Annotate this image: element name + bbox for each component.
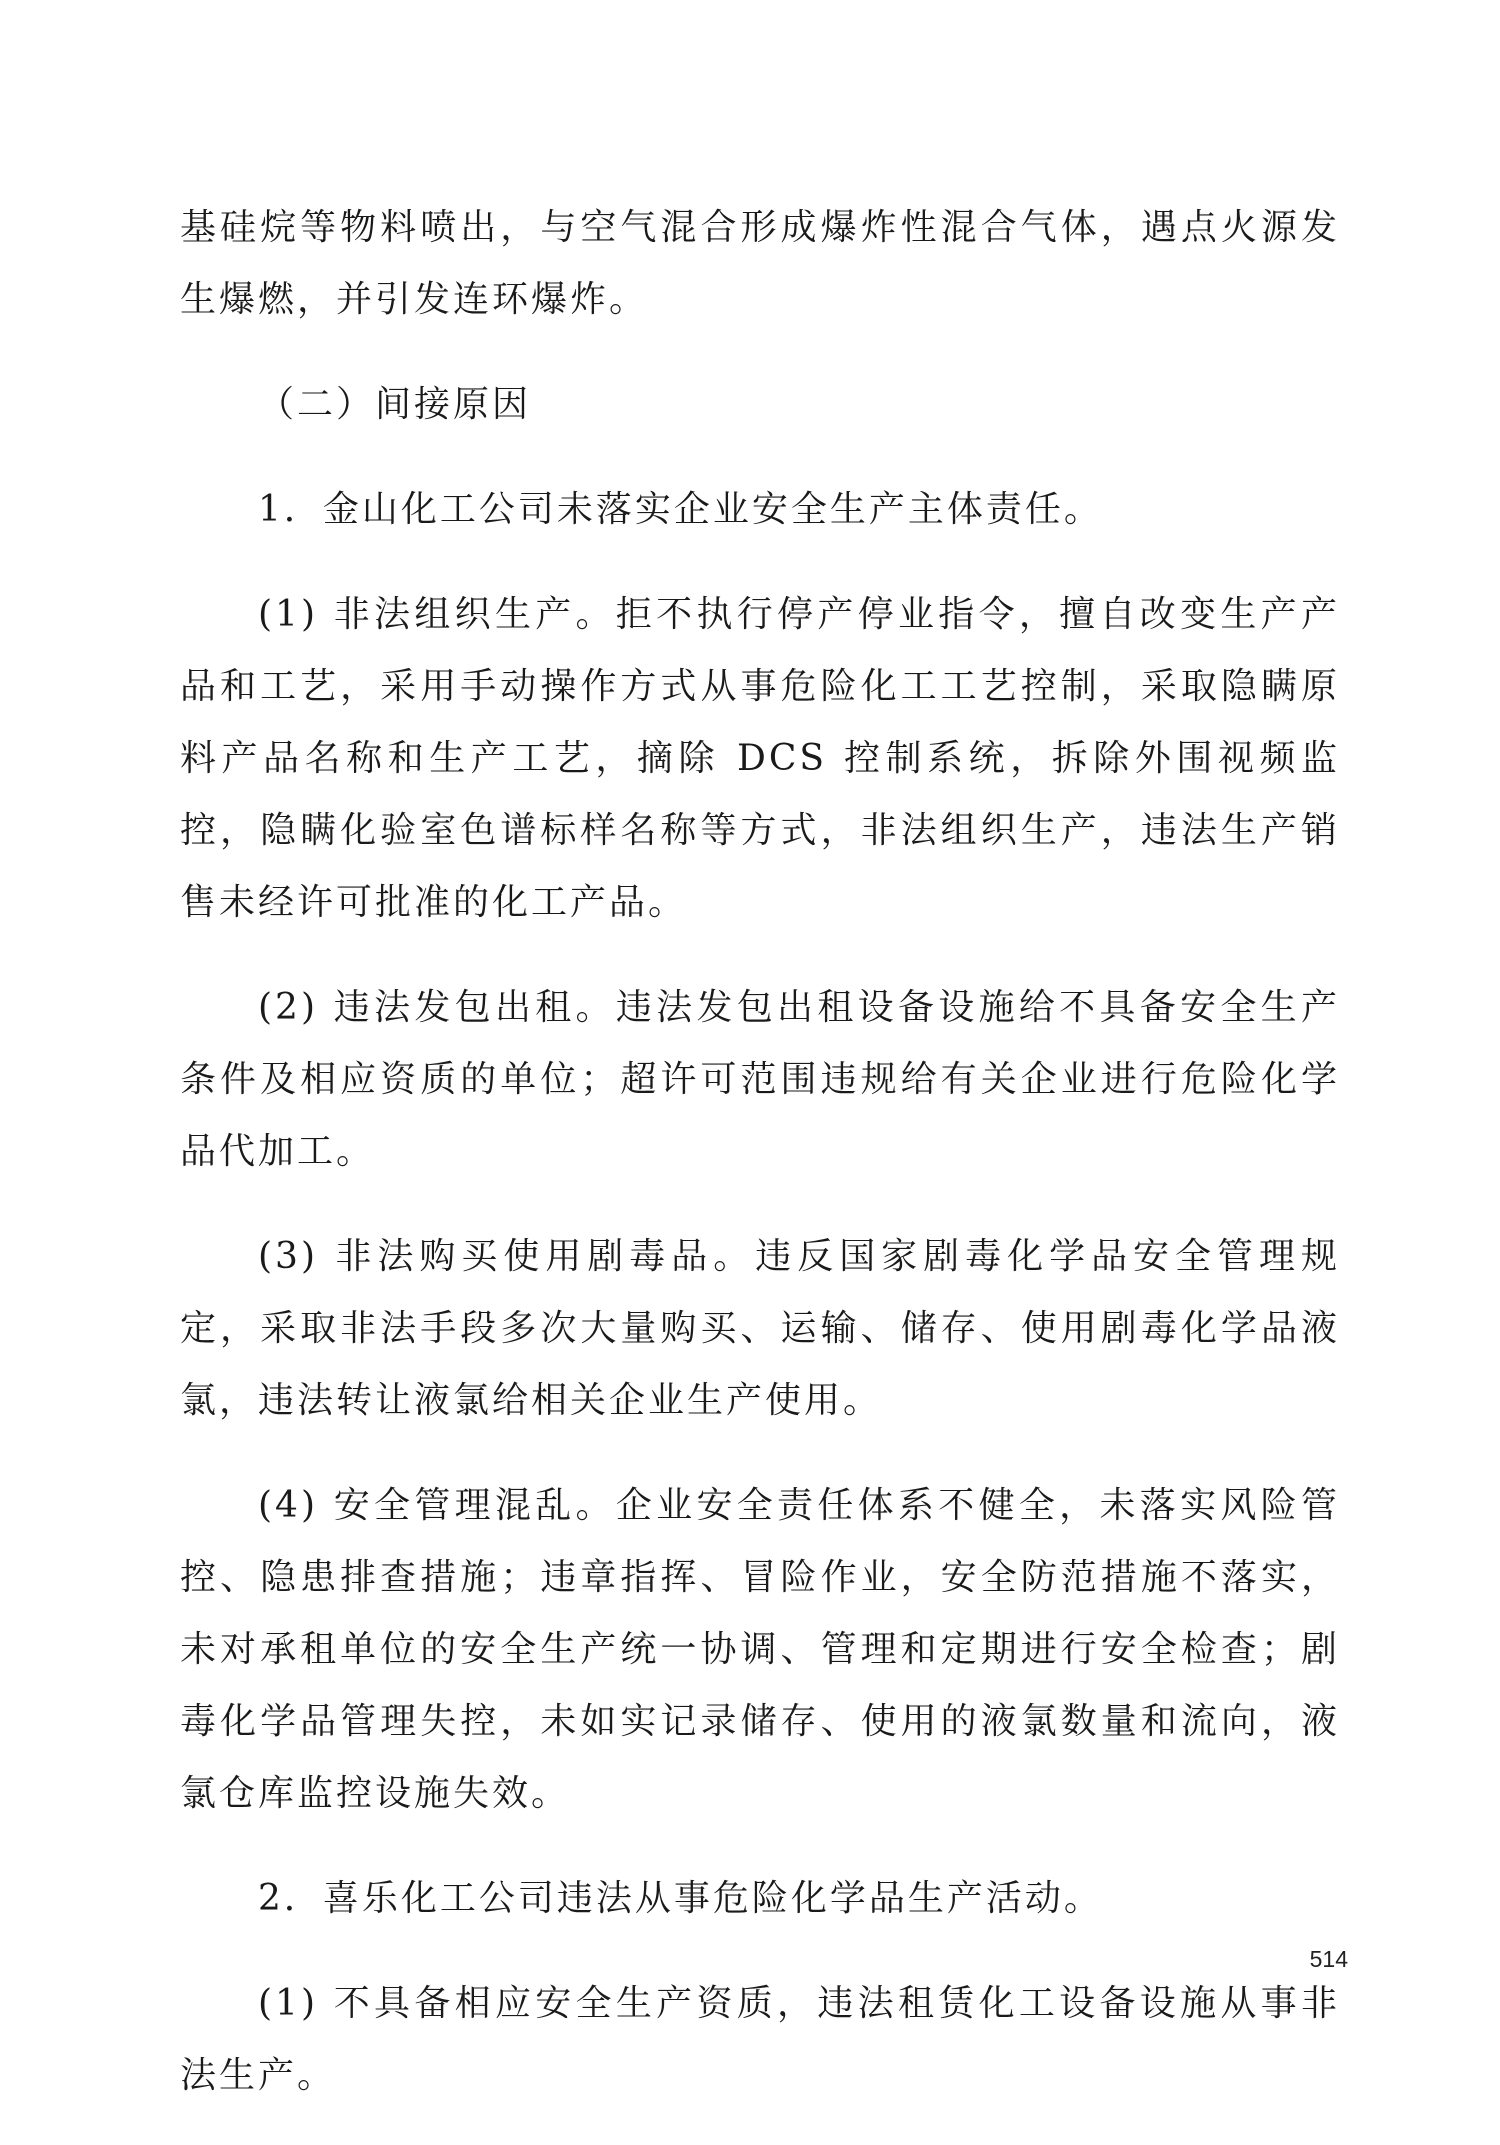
section-heading-indirect-causes: （二）间接原因	[258, 384, 532, 425]
paragraph-continuation: 基硅烷等物料喷出，与空气混合形成爆炸性混合气体，遇点火源发生爆燃，并引发连环爆炸。	[180, 207, 1340, 320]
paragraph-unqualified-production: (1) 不具备相应安全生产资质，违法租赁化工设备设施从事非法生产。	[180, 1983, 1340, 2096]
paragraph-toxic-chemicals: (3) 非法购买使用剧毒品。违反国家剧毒化学品安全管理规定，采取非法手段多次大量购买、运输、储存、使用剧毒化学品液氯，违法转让液氯给相关企业生产使用。	[180, 1236, 1340, 1421]
document-body	[180, 192, 1340, 2145]
paragraph-illegal-production: (1) 非法组织生产。拒不执行停产停业指令，擅自改变生产产品和工艺，采用手动操作方式从事危险化工工艺控制，采取隐瞒原料产品名称和生产工艺，摘除 DCS 控制系统，拆除外围视频监控，隐瞒化验室色谱标样名称等方式，非法组织生产，违法生产销售未经许可批准的化工产品。	[180, 594, 1340, 923]
item-heading-jinshan: 1．金山化工公司未落实企业安全生产主体责任。	[258, 489, 1103, 530]
page-number: 514	[1309, 1946, 1348, 1972]
paragraph-illegal-leasing: (2) 违法发包出租。违法发包出租设备设施给不具备安全生产条件及相应资质的单位；超许可范围违规给有关企业进行危险化学品代加工。	[180, 987, 1340, 1172]
item-heading-xile: 2．喜乐化工公司违法从事危险化学品生产活动。	[258, 1878, 1103, 1919]
paragraph-safety-management: (4) 安全管理混乱。企业安全责任体系不健全，未落实风险管控、隐患排查措施；违章指挥、冒险作业，安全防范措施不落实，未对承租单位的安全生产统一协调、管理和定期进行安全检查；剧毒化学品管理失控，未如实记录储存、使用的液氯数量和流向，液氯仓库监控设施失效。	[180, 1485, 1340, 1814]
